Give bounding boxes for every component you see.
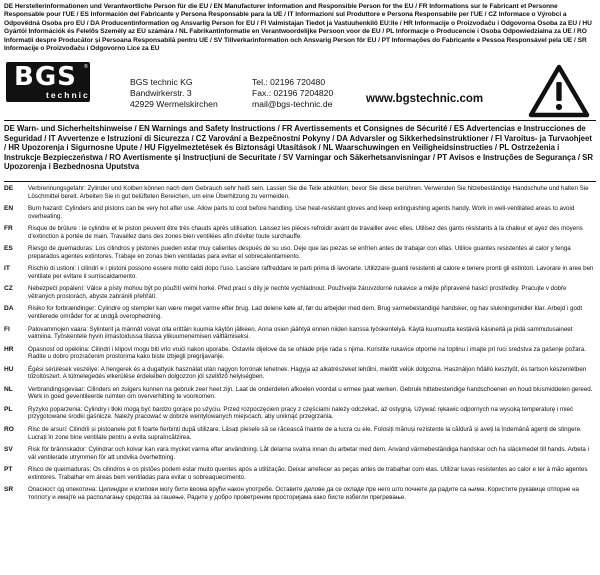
warning-row [4,185,594,200]
language-code: DA [4,305,14,313]
website-url: www.bgstechnic.com [366,93,484,105]
language-code: SV [4,446,13,454]
warning-text: Rischio di ustioni: i cilindri e i pistoni possono essere molto caldi dopo l'uso. Lasciare raffreddare le parti prima di lavorarle. Utilizzare guanti resistenti al calore e tenere pronti gli estintori. Lavorare in aree ben ventilate per evitare il surriscaldamento. [28,265,594,280]
warning-row [4,205,594,220]
warning-row [4,326,594,341]
bgs-logo [6,62,90,102]
warning-text: Опасност од опекотина: Цилиндри и клипови могу бити веома врући након употребе. Оставите делове да се охладе пре него што почнете да радите са њима. Користите рукавице отпорне на топлоту и имајте на располагању средства за гашење. Радите у добро проветреним просторијама како бисте избегли прегревање. [28,486,579,501]
warning-row [4,386,594,401]
warning-text: Risco de queimaduras: Os cilindros e os pistões podem estar muito quentes após a utilização. Deixar arrefecer as peças antes de trabalhar com elas. Utilizar luvas resistentes ao calor e ter à mão agentes extintores. Trabalhar em áreas bem ventiladas para evitar o sobreaquecimento. [28,466,588,481]
logo-brand: BGS [14,62,77,92]
warning-text: Risk för brännskador: Cylindrar och kolvar kan vara mycket varma efter användning. Låt delarna svalna innan du arbetar med dem. Använd värmebeständiga handskar och ha släckmedel till hands. Arbeta i väl ventilerade utrymmen för att undvika överhettning. [28,446,589,461]
warning-row [4,305,594,320]
language-code: SR [4,486,14,494]
language-code: HR [4,345,14,353]
warning-row [4,466,594,481]
warning-triangle-icon [528,64,590,118]
language-code: FI [4,325,10,333]
warning-text: Risc de arsuri: Cilindrii și pistoanele pot fi foarte fierbinți după utilizare. Lăsați piesele să se răcească înainte de a lucra cu ele. Folosiți mănuși rezistente la căldură și aveți la îndemână agenți de stingere. Lucrați în zone bine ventilate pentru a evita supraîncălzirea. [28,425,582,441]
warning-row [4,245,594,260]
warning-text: Opasnost od opeklina: Cilindri i klipovi mogu biti vrlo vrući nakon uporabe. Ostavite dijelove da se ohlade prije rada s njima. Koristite rukavice otporne na toplinu i imajte pri ruci sredstva za gašenje požara. Radite u dobro prozračenim prostorima kako biste izbjegli pregrijavanje. [28,345,586,361]
language-code: RO [4,425,14,433]
language-code: ES [4,245,13,253]
warning-text: Riesgo de quemaduras: Los cilindros y pistones pueden estar muy calientes después de su uso. Deje que las piezas se enfríen antes de trabajar con ellas. Utilice guantes resistentes al calor y tenga preparados agentes extintores. Trabaje en zonas bien ventiladas para evitar el sobrecalentamiento. [28,245,571,260]
company-mail: mail@bgs-technic.de [252,99,333,109]
warning-text: Risque de brûlure : le cylindre et le piston peuvent être très chauds après utilisation. Laissez les pièces refroidir avant de travailler avec elles. Utilisez des gants résistants à la chaleur et ayez des moyens d'extinction à portée de main. Travaillez dans des zones bien ventilées afin d'éviter toute surchauffe. [28,225,583,240]
logo-sub: technic [46,90,90,100]
warning-text: Nebezpečí popálení: Válce a písty mohou být po použití velmi horké. Před prací s díly je nechte vychladnout. Používejte žáruvzdorné rukavice a mějte připravené hasicí prostředky. Pracujte v dobře větraných prostorách, abyste zabránili přehřátí. [28,285,567,300]
language-code: CZ [4,285,13,293]
company-name: BGS technic KG [130,77,193,87]
language-code: IT [4,265,10,273]
language-code: PT [4,466,13,474]
warnings-list [4,185,594,506]
company-street: Bandwirkerstr. 3 [130,88,192,98]
warning-row [4,285,594,300]
warning-row [4,265,594,280]
language-code: HU [4,365,14,373]
manufacturer-info-heading: DE Herstellerinformationen und Verantwortliche Person für die EU / EN Manufacturer Information and Responsible Person for the EU / FR Informations sur le Fabricant et Personne Responsable pour l'UE / ES Información del Fabricante y Persona Responsable para la UE / IT Informazioni sul Produttore e Persona Responsabile per l'UE / CZ Informace o Výrobci a Odpovědná Osoba pro EU / DA Producentinformation og Ansvarlig Person for EU / FI Valmistajan Tiedot ja Vastuuhenkilö EU:lle / HR Informacije o Proizvođaču i Odgovorna Osoba za EU / HU Gyártói Információk és Felelős Személy az EU számára / NL Fabrikantinformatie en Verantwoordelijke Persoon voor de EU / PL Informacje o Producencie i Osoba Odpowiedzialna za UE / RO Informații despre Producător și Persoana Responsabilă pentru UE / SV Tillverkarinformation och Ansvarig Person för EU / PT Informações do Fabricante e Pessoa Responsável pela UE / SR Informacije o Proizvođaču i Odgovorno Lice za EU [4,3,592,53]
warning-row [4,406,594,421]
company-fax: Fax.: 02196 7204820 [252,88,334,98]
warning-row [4,486,594,501]
language-code: EN [4,205,14,213]
logo-registered-mark: ® [84,64,88,70]
warning-text: Ryzyko poparzenia: Cylindry i tłoki mogą być bardzo gorące po użyciu. Przed rozpoczęciem pracy z częściami należy odczekać, aż ostygną. Używać rękawic odpornych na wysoką temperaturę i mieć przygotowane środki gaśnicze. Należy pracować w dobrze wentylowanych miejscach, aby uniknąć przegrzania. [28,405,574,421]
warning-text: Palovammojen vaara: Sylinterit ja männät voivat olla erittäin kuumia käytön jälkeen. Anna osien jäähtyä ennen niiden kanssa työskentelyä. Käytä kuumuutta kestäviä käsineitä ja pidä sammutusaineet valmiina. Työskentele hyvin ilmastoidussa tilassa ylikuumenemisen välttämiseksi. [28,325,573,341]
company-contact [252,77,333,110]
warnings-title: DE Warn- und Sicherheitshinweise / EN Warnings and Safety Instructions / FR Avertissements et Consignes de Sécurité / ES Advertencias e Instrucciones de Seguridad / IT Avvertenze e Istruzioni di Sicurezza / CZ Varování a Bezpečnostní Pokyny / DA Advarsler og Sikkerhedsinstruktioner / FI Varoitus- ja Turvaohjeet / HR Upozorenja i Sigurnosne Upute / HU Figyelmeztetések és Biztonsági Utasítások / NL Waarschuwingen en Veiligheidsinstructies / PL Ostrzeżenia i Instrukcje Bezpieczeństwa / RO Avertismente și Instrucțiuni de Securitate / SV Varningar och Säkerhetsanvisningar / PT Avisos e Instruções de Segurança / SR Upozorenja i Bezbednosna Uputstva [4,124,594,171]
divider-mid [4,181,596,182]
warning-row [4,225,594,240]
warning-text: Risiko for forbrændinger: Cylindre og stempler kan være meget varme efter brug. Lad delene køle af, før du arbejder med dem. Brug varmebestandige handsker, og hav slukningsmidler klar. Arbejd i godt ventilerede områder for at undgå overophedning. [28,305,583,321]
divider-top [4,120,596,121]
language-code: NL [4,385,13,393]
language-code: PL [4,405,13,413]
warning-text: Verbrennungsgefahr: Zylinder und Kolben können nach dem Gebrauch sehr heiß sein. Lassen Sie die Teile abkühlen, bevor Sie diese berühren. Verwenden Sie hitzebeständige Handschuhe und halten Sie Löschmittel bereit. Arbeiten Sie in gut belüfteten Bereichen, um eine Überhitzung zu vermeiden. [28,185,589,200]
warning-text: Verbrandingsgevaar: Cilinders en zuigers kunnen na gebruik zeer heet zijn. Laat de onderdelen afkoelen voordat u ermee gaat werken. Gebruik hittebestendige handschoenen en houd blusmiddelen gereed. Werk in goed geventileerde ruimten om oververhitting te voorkomen. [28,385,593,401]
company-city: 42929 Wermelskirchen [130,99,218,109]
language-code: FR [4,225,13,233]
company-address [130,77,218,110]
company-tel: Tel.: 02196 720480 [252,77,326,87]
warning-row [4,366,594,381]
language-code: DE [4,185,14,192]
warning-row [4,446,594,461]
warning-text: Burn hazard: Cylinders and pistons can be very hot after use. Allow parts to cool before handling. Use heat-resistant gloves and keep extinguishing agents handy. Work in well-ventilated areas to avoid overheating. [28,205,575,220]
warning-text: Égési sérülések veszélye: A hengerek és a dugattyúk használat után nagyon forrónak lehetnek. Hagyja az alkatrészeket lehűlni, mielőtt velük dolgozna. Használjon hőálló kesztyűt, és tartson készenlétben tűzoltószert. A túlmelegedés elkerülése érdekében dolgozzon jól szellőző helyiségben. [28,365,587,381]
warning-row [4,426,594,441]
warning-row [4,346,594,361]
